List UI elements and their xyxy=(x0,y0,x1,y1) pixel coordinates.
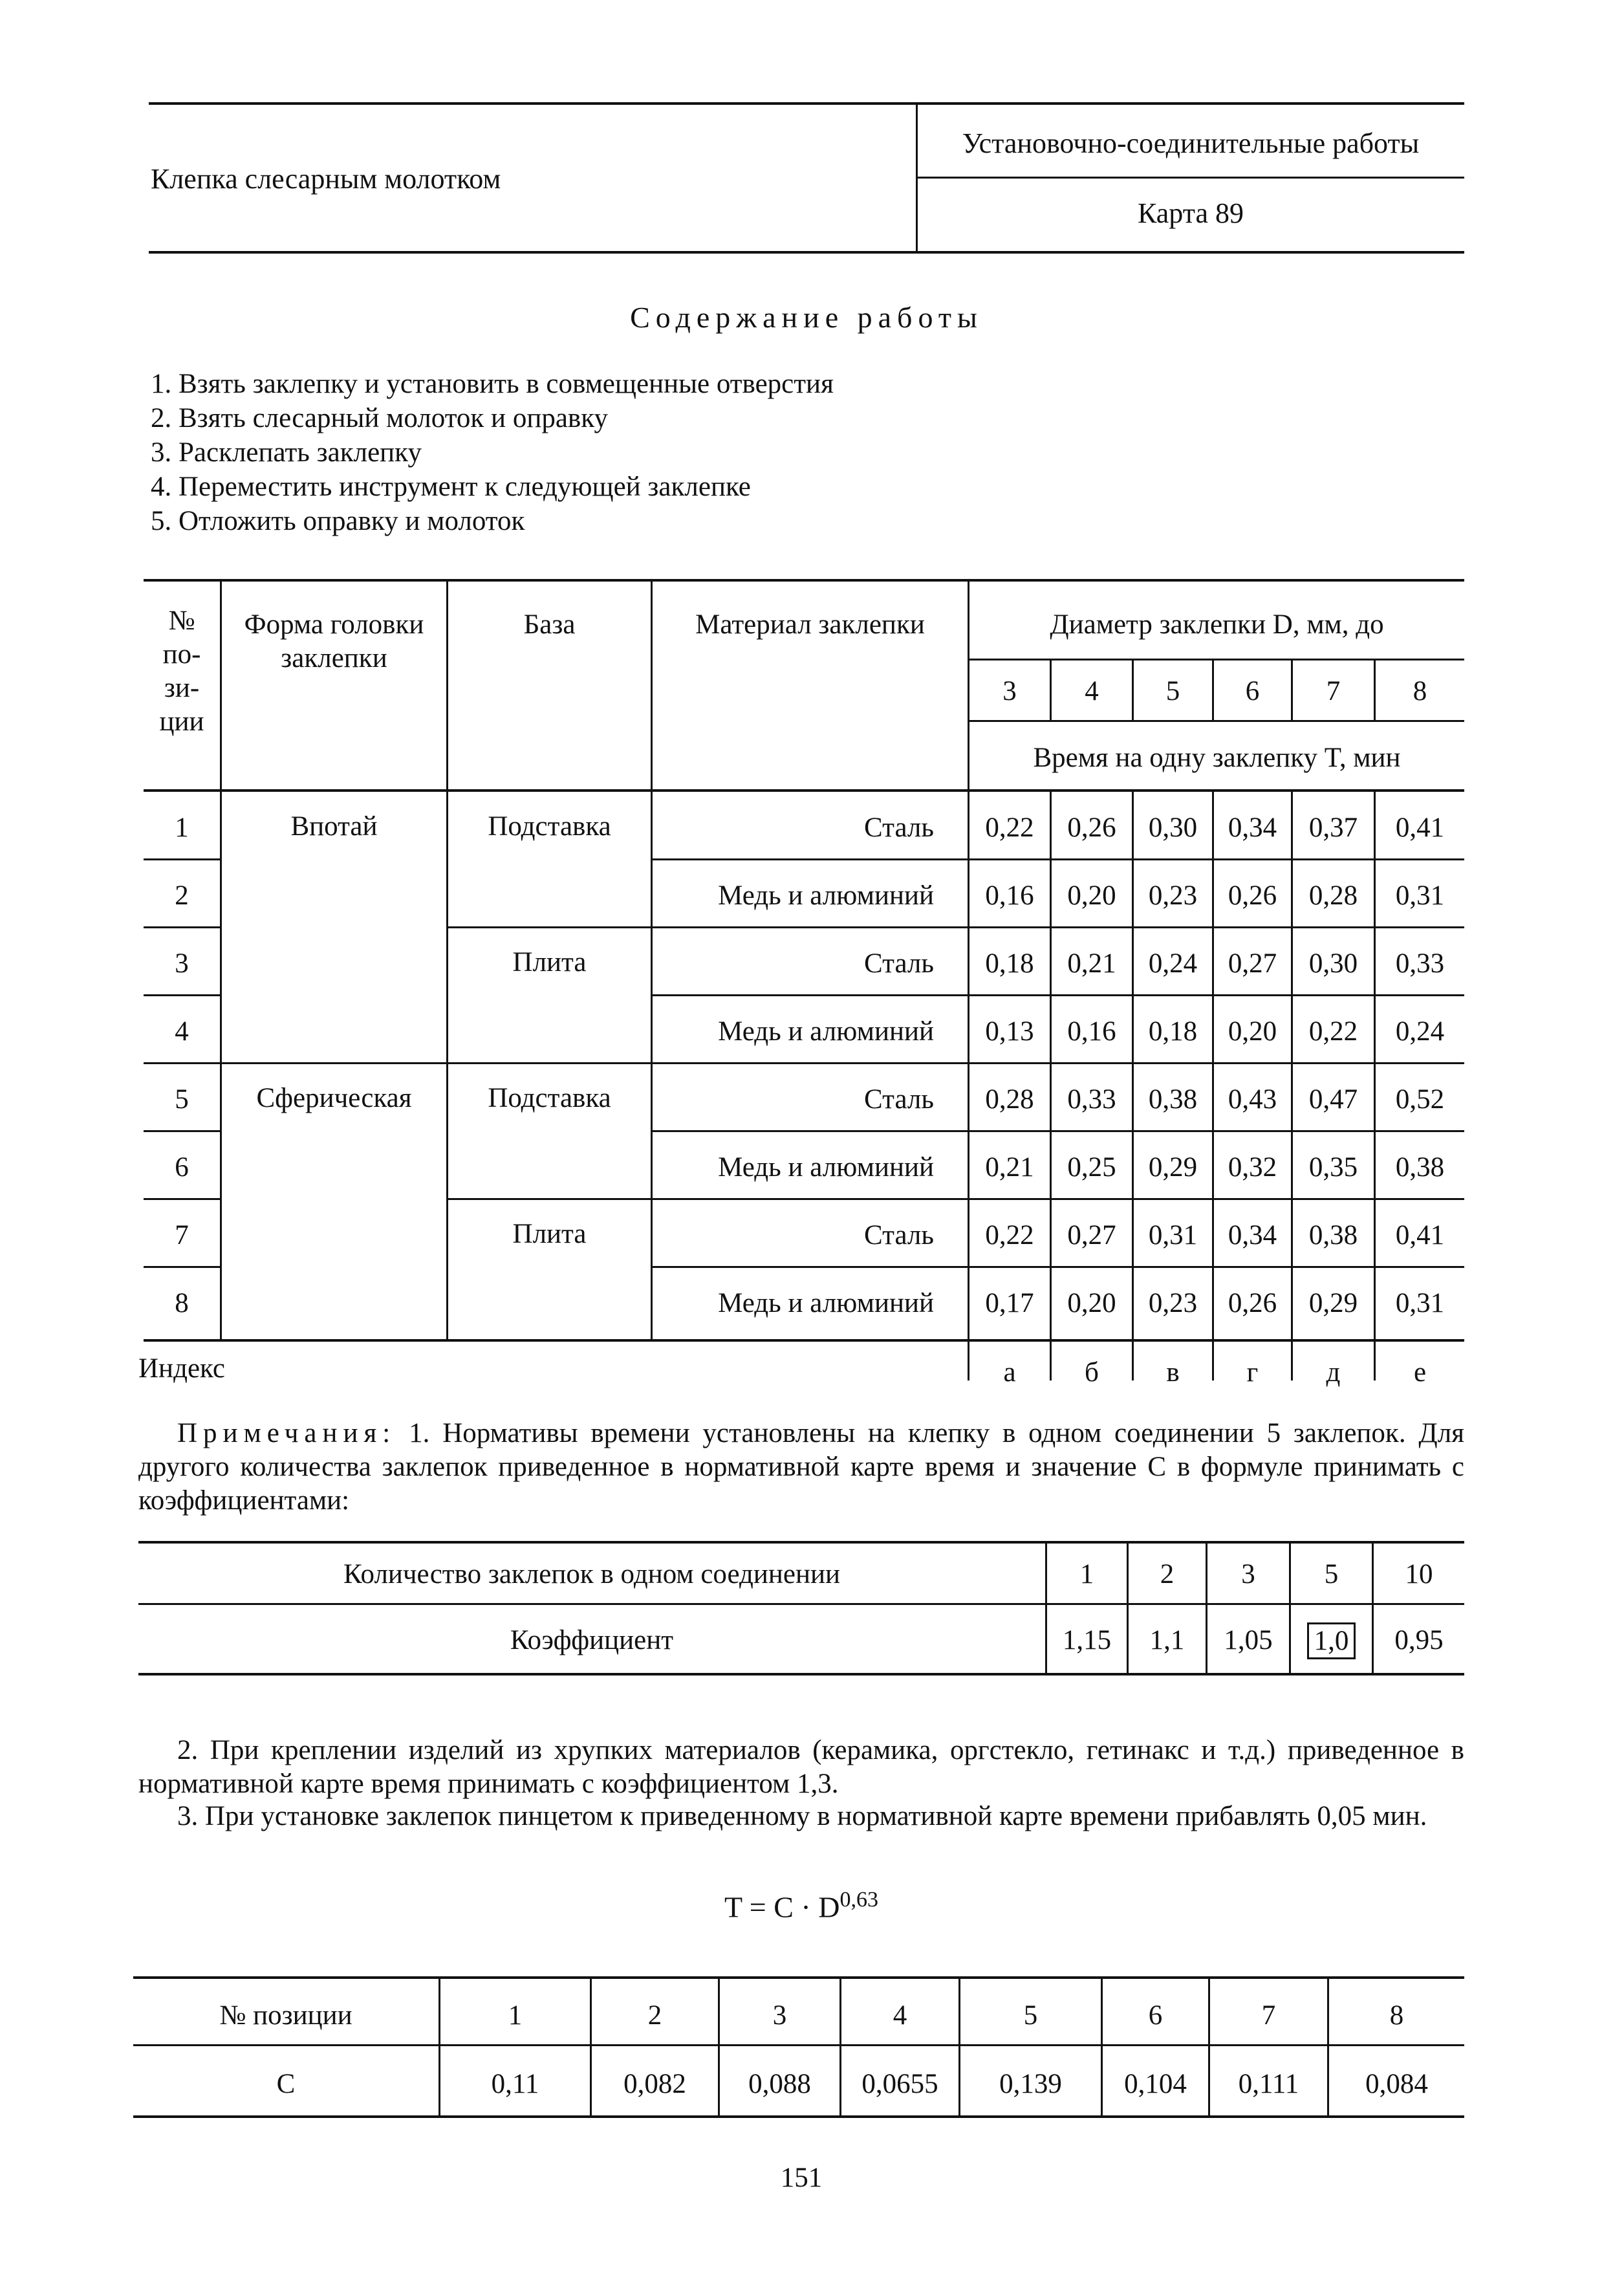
coef-row1-label: Количество заклепок в одном соединении xyxy=(343,1559,841,1589)
notes-label: Примечания: xyxy=(177,1418,396,1448)
time-value: 0,34 xyxy=(1228,1220,1277,1250)
page-number: 151 xyxy=(780,2163,823,2193)
index-letter: а xyxy=(1003,1357,1016,1388)
time-value: 0,38 xyxy=(1308,1220,1358,1250)
col-num-header: ции xyxy=(159,706,204,737)
time-value: 0,35 xyxy=(1308,1152,1358,1183)
card-title: Клепка слесарным молотком xyxy=(151,163,501,195)
time-value: 0,41 xyxy=(1395,813,1445,843)
col-base-header: База xyxy=(523,609,576,640)
col-form-header: Форма головки xyxy=(244,609,424,640)
time-value: 0,29 xyxy=(1148,1152,1198,1183)
c-position: 2 xyxy=(647,2000,662,2031)
time-value: 0,26 xyxy=(1228,1288,1277,1318)
time-value: 0,32 xyxy=(1228,1152,1277,1183)
c-position: 5 xyxy=(1023,2000,1038,2031)
base: Плита xyxy=(512,1219,587,1249)
c-position: 4 xyxy=(893,2000,907,2031)
time-value: 0,20 xyxy=(1228,1016,1277,1047)
card-number: Карта 89 xyxy=(1137,197,1244,229)
diameter-value: 6 xyxy=(1245,676,1260,706)
time-value: 0,22 xyxy=(985,813,1034,843)
list-item: 2. Взять слесарный молоток и оправку xyxy=(151,403,609,433)
formula xyxy=(138,1889,1464,1922)
note-3: 3. При установке заклепок пинцетом к приведенному в нормативной карте времени прибавлять 0,05 мин. xyxy=(177,1801,1427,1831)
note-2: 2. При креплении изделий из хрупких материалов (керамика, оргстекло, гетинакс и т.д.) приведенное в нормативной карте время принимать с коэффициентом 1,3. xyxy=(138,1735,1464,1799)
material: Медь и алюминий xyxy=(718,880,934,911)
time-value: 0,18 xyxy=(1148,1016,1198,1047)
time-value: 0,22 xyxy=(1308,1016,1358,1047)
content-heading: Содержание работы xyxy=(630,301,983,334)
time-value: 0,41 xyxy=(1395,1220,1445,1250)
time-value: 0,30 xyxy=(1148,813,1198,843)
time-value: 0,28 xyxy=(1308,880,1358,911)
time-value: 0,38 xyxy=(1148,1084,1198,1115)
time-value: 0,47 xyxy=(1308,1084,1358,1115)
list-item: 5. Отложить оправку и молоток xyxy=(151,506,525,536)
c-value: 0,082 xyxy=(623,2069,686,2099)
time-value: 0,22 xyxy=(985,1220,1034,1250)
c-value: 0,139 xyxy=(999,2069,1062,2099)
coef-count: 10 xyxy=(1405,1559,1433,1589)
c-position: 1 xyxy=(508,2000,523,2031)
time-value: 0,16 xyxy=(985,880,1034,911)
time-value: 0,29 xyxy=(1308,1288,1358,1318)
time-value: 0,37 xyxy=(1308,813,1358,843)
formula-base: T = C · D xyxy=(724,1890,840,1924)
diameter-header: Диаметр заклепки D, мм, до xyxy=(1050,609,1384,640)
note-1-text: 1. Нормативы времени установлены на клепку в одном соединении 5 заклепок. Для другого количества заклепок приведенное в нормативной карте время и значение C в формуле принимать с коэффициентами: xyxy=(138,1418,1464,1516)
material: Медь и алюминий xyxy=(718,1152,934,1183)
c-row2-label: C xyxy=(276,2069,296,2099)
c-value: 0,11 xyxy=(491,2069,539,2099)
diameter-value: 7 xyxy=(1326,676,1341,706)
coef-value-boxed xyxy=(1291,1622,1372,1659)
time-value: 0,26 xyxy=(1228,880,1277,911)
time-value: 0,20 xyxy=(1067,1288,1116,1318)
row-number: 5 xyxy=(175,1084,189,1115)
time-value: 0,16 xyxy=(1067,1016,1116,1047)
c-value: 0,084 xyxy=(1365,2069,1428,2099)
coef-count: 3 xyxy=(1241,1559,1255,1589)
diameter-value: 4 xyxy=(1085,676,1099,706)
time-value: 0,13 xyxy=(985,1016,1034,1047)
time-value: 0,24 xyxy=(1148,948,1198,979)
time-value: 0,23 xyxy=(1148,1288,1198,1318)
time-value: 0,26 xyxy=(1067,813,1116,843)
row-number: 2 xyxy=(175,880,189,911)
index-letter: в xyxy=(1166,1357,1180,1388)
material: Сталь xyxy=(864,1220,934,1250)
note-1 xyxy=(138,1417,1464,1518)
row-number: 4 xyxy=(175,1016,189,1047)
list-item: 4. Переместить инструмент к следующей заклепке xyxy=(151,472,751,502)
row-number: 8 xyxy=(175,1288,189,1318)
row-number: 7 xyxy=(175,1220,189,1250)
material: Медь и алюминий xyxy=(718,1288,934,1318)
coef-count: 1 xyxy=(1079,1559,1094,1589)
list-item: 1. Взять заклепку и установить в совмещенные отверстия xyxy=(151,369,834,399)
row-number: 3 xyxy=(175,948,189,979)
base: Подставка xyxy=(488,1083,611,1113)
index-letter: е xyxy=(1413,1357,1427,1388)
c-value: 0,0655 xyxy=(861,2069,938,2099)
col-form-header: заклепки xyxy=(281,643,387,673)
diameter-value: 8 xyxy=(1413,676,1427,706)
material: Сталь xyxy=(864,1084,934,1115)
coef-value: 1,1 xyxy=(1149,1625,1185,1655)
row-number: 6 xyxy=(175,1152,189,1183)
index-letter: г xyxy=(1246,1357,1259,1388)
time-value: 0,33 xyxy=(1395,948,1445,979)
time-value: 0,25 xyxy=(1067,1152,1116,1183)
formula-exponent: 0,63 xyxy=(839,1888,878,1912)
c-value: 0,111 xyxy=(1238,2069,1299,2099)
time-value: 0,31 xyxy=(1395,880,1445,911)
index-letter: д xyxy=(1326,1357,1341,1388)
time-value: 0,30 xyxy=(1308,948,1358,979)
c-position: 7 xyxy=(1261,2000,1276,2031)
base: Подставка xyxy=(488,811,611,842)
time-header: Время на одну заклепку T, мин xyxy=(1033,743,1401,773)
coef-count: 2 xyxy=(1160,1559,1175,1589)
col-num-header: по- xyxy=(162,639,201,670)
c-position: 8 xyxy=(1389,2000,1404,2031)
time-value: 0,27 xyxy=(1067,1220,1116,1250)
diameter-value: 3 xyxy=(1002,676,1017,706)
c-position: 6 xyxy=(1148,2000,1163,2031)
material: Сталь xyxy=(864,948,934,979)
c-position: 3 xyxy=(772,2000,787,2031)
col-material-header: Материал заклепки xyxy=(695,609,925,640)
time-value: 0,21 xyxy=(1067,948,1116,979)
c-row1-label: № позиции xyxy=(219,2000,352,2031)
head-form: Сферическая xyxy=(256,1083,412,1113)
index-label: Индекс xyxy=(138,1353,225,1384)
diameter-value: 5 xyxy=(1165,676,1180,706)
col-num-header: зи- xyxy=(164,673,200,703)
time-value: 0,28 xyxy=(985,1084,1034,1115)
time-value: 0,34 xyxy=(1228,813,1277,843)
material: Медь и алюминий xyxy=(718,1016,934,1047)
col-num-header: № xyxy=(168,606,195,636)
coef-value: 1,05 xyxy=(1224,1625,1273,1655)
list-item: 3. Расклепать заклепку xyxy=(151,437,422,468)
time-value: 0,17 xyxy=(985,1288,1034,1318)
time-value: 0,27 xyxy=(1228,948,1277,979)
coef-value: 0,95 xyxy=(1394,1625,1444,1655)
time-value: 0,52 xyxy=(1395,1084,1445,1115)
base: Плита xyxy=(512,947,587,977)
head-form: Впотай xyxy=(290,811,378,842)
coef-value: 1,0 xyxy=(1307,1622,1356,1659)
row-number: 1 xyxy=(175,813,189,843)
c-value: 0,088 xyxy=(748,2069,811,2099)
coef-row2-label: Коэффициент xyxy=(510,1625,674,1655)
index-letter: б xyxy=(1085,1357,1099,1388)
coef-count: 5 xyxy=(1324,1559,1339,1589)
time-value: 0,20 xyxy=(1067,880,1116,911)
time-value: 0,23 xyxy=(1148,880,1198,911)
time-value: 0,38 xyxy=(1395,1152,1445,1183)
time-value: 0,24 xyxy=(1395,1016,1445,1047)
time-value: 0,31 xyxy=(1395,1288,1445,1318)
coef-value: 1,15 xyxy=(1062,1625,1112,1655)
time-value: 0,33 xyxy=(1067,1084,1116,1115)
c-value: 0,104 xyxy=(1124,2069,1187,2099)
time-value: 0,21 xyxy=(985,1152,1034,1183)
time-value: 0,43 xyxy=(1228,1084,1277,1115)
time-value: 0,18 xyxy=(985,948,1034,979)
section-name: Установочно-соединительные работы xyxy=(962,127,1420,159)
material: Сталь xyxy=(864,813,934,843)
time-value: 0,31 xyxy=(1148,1220,1198,1250)
